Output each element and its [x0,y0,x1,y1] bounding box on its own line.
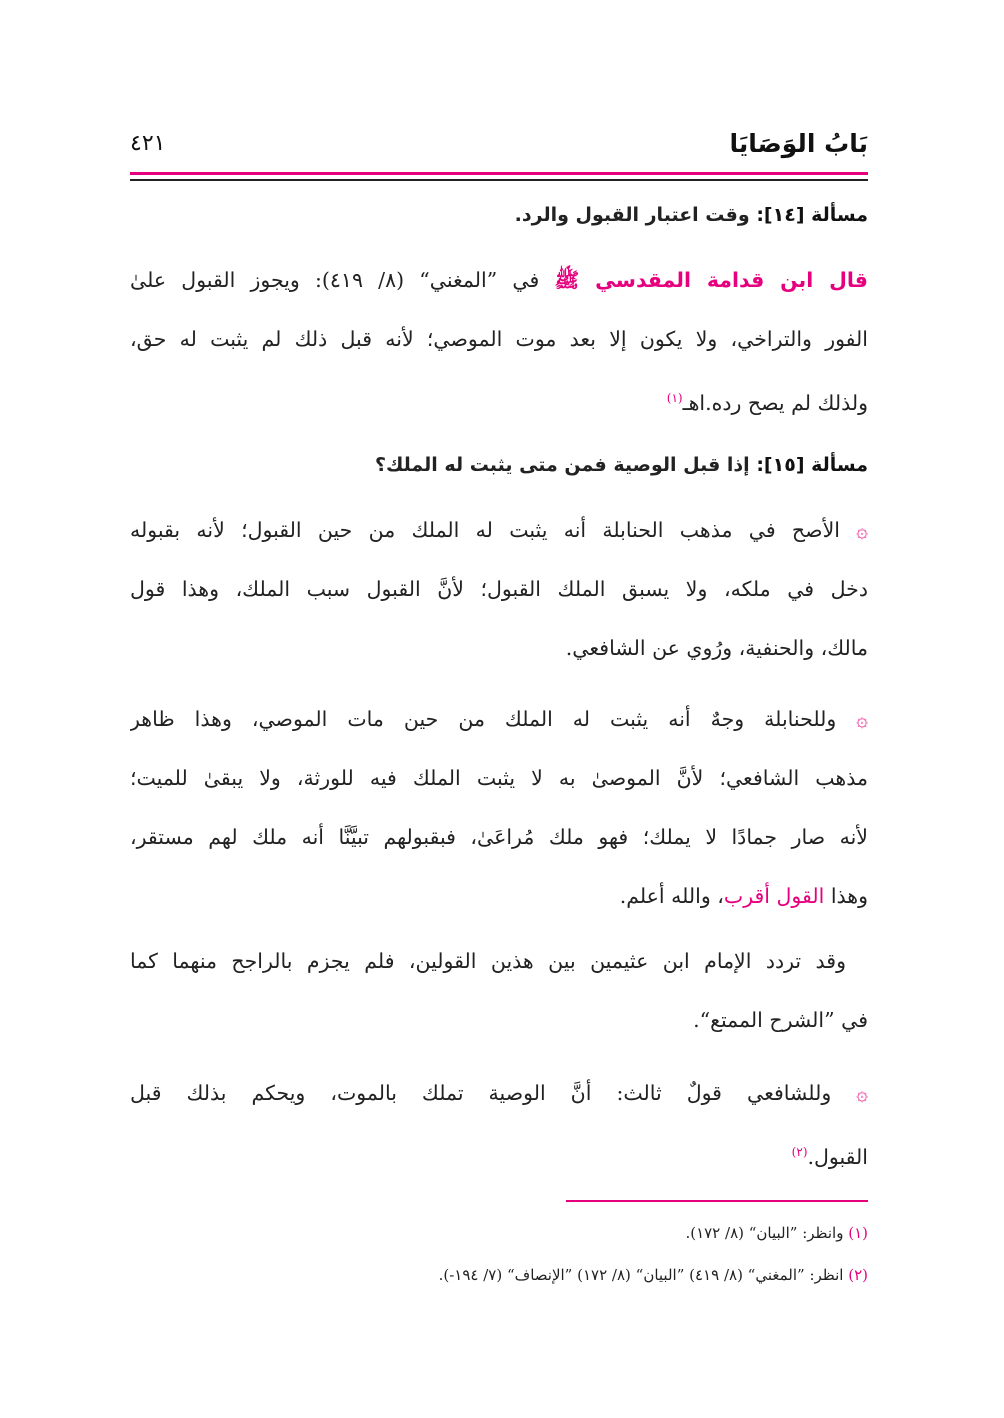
footnote-ref-2[interactable]: (٢) [791,1145,808,1159]
para4-line-2: القبول. [807,1144,868,1169]
ornament-icon: ۞ [856,707,868,731]
para2-line-1: وللحنابلة وجهٌ أنه يثبت له الملك من حين مات الموصي، وهذا ظاهر [130,707,837,731]
quote-line-3: ولذلك لم يصح رده.اهـ [682,390,868,415]
ornament-icon: ۞ [856,1081,868,1105]
header-rule-black [130,179,868,181]
para1-line-2: دخل في ملكه، ولا يسبق الملك القبول؛ لأنَّ القبول سبب الملك، وهذا قول [130,577,868,601]
header-rule-pink [130,172,868,175]
paragraph-4 [130,1064,868,1182]
page-number: ٤٢١ [130,130,166,156]
para2-line-3: لأنه صار جمادًا لا يملك؛ فهو ملك مُراعَىٰ، فبقبولهم تبيَّنَّا أنه ملك لهم مستقر، [130,825,868,849]
para2-line-4-end: ، والله أعلم. [619,884,724,908]
quote-line-1: في ”المغني“ (٨/ ٤١٩): ويجوز القبول علىٰ [130,268,555,292]
para3-line-1: وقد تردد الإمام ابن عثيمين بين هذين القولين، فلم يجزم بالراجح منهما كما [130,949,846,973]
para1-line-1: الأصح في مذهب الحنابلة أنه يثبت له الملك من حين القبول؛ لأنه بقبوله [130,518,840,542]
issue-title: إذا قبل الوصية فمن متى يثبت له الملك؟ [374,454,750,476]
chapter-title: بَابُ الوَصَايَا [729,128,868,158]
para4-line-1: وللشافعي قولٌ ثالث: أنَّ الوصية تملك بالموت، ويحكم بذلك قبل [130,1081,832,1105]
para1-line-3: مالك، والحنفية، ورُوي عن الشافعي. [565,636,868,660]
para2-line-4-start: وهذا [824,884,868,908]
ornament-icon: ۞ [856,518,868,542]
quote-author: قال ابن قدامة المقدسي ﷺ [554,268,868,292]
footnote-text: انظر: ”المغني“ (٨/ ٤١٩) ”البيان“ (٨/ ١٧٢) ”الإنصاف“ (٧/ ١٩٤-). [438,1266,849,1284]
issue-14-heading [130,190,868,240]
footnote-number: (١) [848,1224,868,1242]
paragraph-3 [130,932,868,1050]
para2-line-2: مذهب الشافعي؛ لأنَّ الموصىٰ به لا يثبت الملك فيه للورثة، ولا يبقىٰ للميت؛ [130,766,868,790]
quote-line-2: الفور والتراخي، ولا يكون إلا بعد موت الموصي؛ لأنه قبل ذلك لم يثبت له حق، [130,327,868,351]
issue-15-heading [130,440,868,490]
paragraph-1 [130,501,868,678]
paragraph-2 [130,690,868,926]
para3-line-2: في ”الشرح الممتع“. [693,1008,868,1032]
footnote-2 [130,1266,868,1284]
page-header [130,118,868,168]
issue-label: مسألة [١٤]: [756,204,868,226]
issue-title: وقت اعتبار القبول والرد. [514,204,750,226]
footnote-text: وانظر: ”البيان“ (٨/ ١٧٢). [685,1224,849,1242]
footnote-ref-1[interactable]: (١) [666,391,683,405]
highlight-phrase: القول أقرب [723,884,825,908]
issue-label: مسألة [١٥]: [756,454,868,476]
footnote-number: (٢) [848,1266,868,1284]
quote-paragraph [130,251,868,428]
footnote-1 [130,1224,868,1242]
footnote-rule [566,1200,868,1202]
